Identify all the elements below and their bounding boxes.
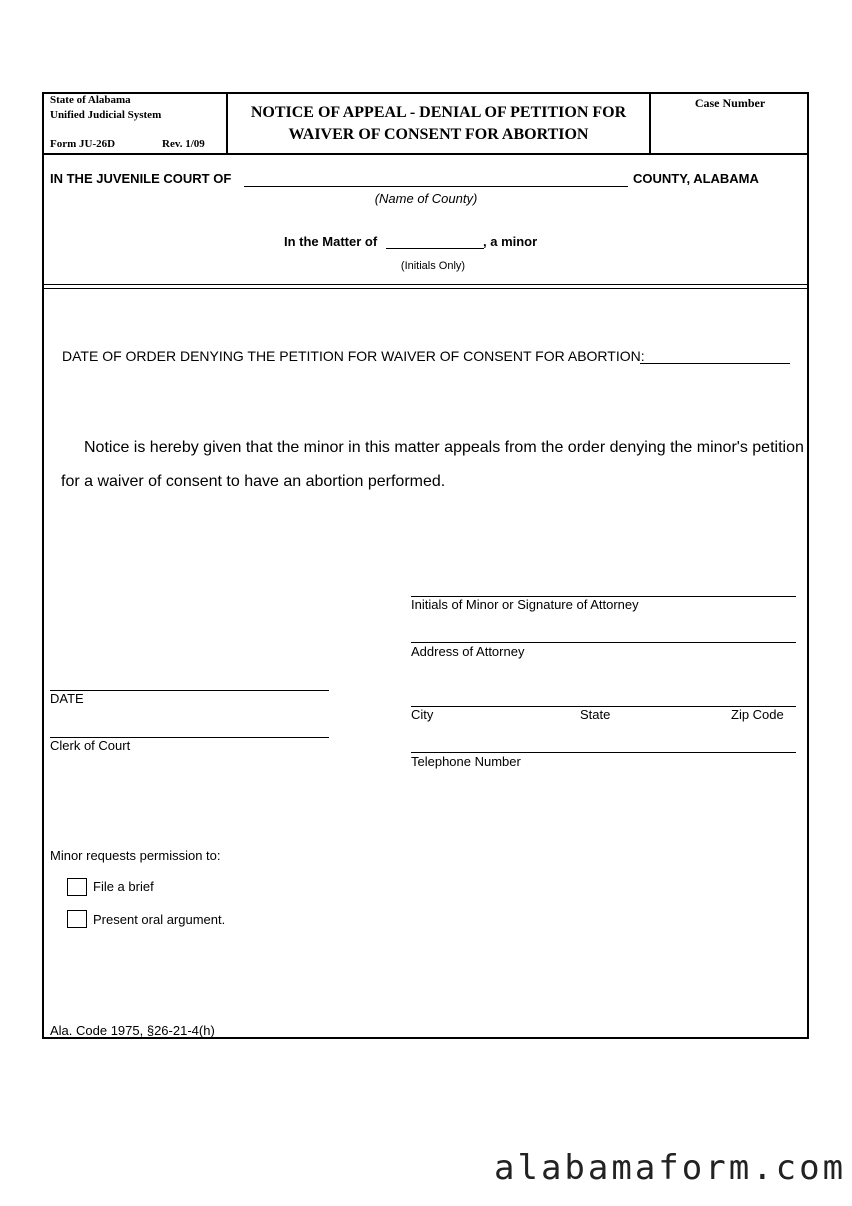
attorney-address-label: Address of Attorney bbox=[411, 644, 525, 659]
revision-label: Rev. 1/09 bbox=[162, 138, 205, 150]
form-number: Form JU-26D bbox=[50, 138, 116, 150]
file-brief-checkbox[interactable] bbox=[67, 878, 87, 896]
state-field-label: State bbox=[580, 707, 611, 722]
minor-initials-field[interactable] bbox=[386, 248, 484, 249]
order-date-field[interactable] bbox=[640, 363, 790, 364]
header-case-cell bbox=[651, 92, 809, 155]
initials-signature-label: Initials of Minor or Signature of Attorney bbox=[411, 597, 639, 612]
section-divider-top bbox=[44, 284, 808, 285]
order-date-label: DATE OF ORDER DENYING THE PETITION FOR WAIVER OF CONSENT FOR ABORTION: bbox=[62, 348, 645, 364]
matter-prefix: In the Matter of bbox=[284, 234, 378, 249]
telephone-line[interactable] bbox=[411, 752, 796, 753]
court-suffix: COUNTY, ALABAMA bbox=[633, 171, 759, 186]
date-label: DATE bbox=[50, 691, 84, 706]
matter-suffix: , a minor bbox=[483, 234, 538, 249]
telephone-label: Telephone Number bbox=[411, 754, 521, 769]
section-divider-bottom bbox=[44, 288, 808, 289]
clerk-label: Clerk of Court bbox=[50, 738, 131, 753]
court-prefix: IN THE JUVENILE COURT OF bbox=[50, 171, 232, 186]
case-number-label: Case Number bbox=[694, 96, 766, 110]
initials-hint: (Initials Only) bbox=[400, 260, 466, 272]
header-title-cell bbox=[228, 92, 651, 155]
oral-argument-checkbox[interactable] bbox=[67, 910, 87, 928]
county-hint: (Name of County) bbox=[374, 191, 478, 206]
oral-argument-label: Present oral argument. bbox=[93, 912, 226, 927]
attorney-address-line[interactable] bbox=[411, 642, 796, 643]
requests-intro: Minor requests permission to: bbox=[50, 848, 221, 863]
county-field[interactable] bbox=[244, 186, 628, 187]
form-title-line1: NOTICE OF APPEAL - DENIAL OF PETITION FOR bbox=[250, 104, 627, 121]
notice-line-1: Notice is hereby given that the minor in this matter appeals from the order denying the minor's petition bbox=[84, 439, 804, 456]
notice-line-2: for a waiver of consent to have an abortion performed. bbox=[61, 473, 446, 490]
date-line[interactable] bbox=[50, 690, 329, 691]
watermark: alabamaform.com bbox=[494, 1148, 847, 1188]
header-agency-cell bbox=[42, 92, 228, 155]
state-label: State of Alabama bbox=[50, 94, 131, 106]
form-title-line2: WAIVER OF CONSENT FOR ABORTION bbox=[288, 126, 589, 143]
file-brief-label: File a brief bbox=[93, 879, 154, 894]
form-frame bbox=[42, 92, 809, 1039]
city-label: City bbox=[411, 707, 434, 722]
statute-citation: Ala. Code 1975, §26-21-4(h) bbox=[50, 1023, 215, 1038]
system-label: Unified Judicial System bbox=[50, 109, 162, 121]
zip-label: Zip Code bbox=[731, 707, 784, 722]
